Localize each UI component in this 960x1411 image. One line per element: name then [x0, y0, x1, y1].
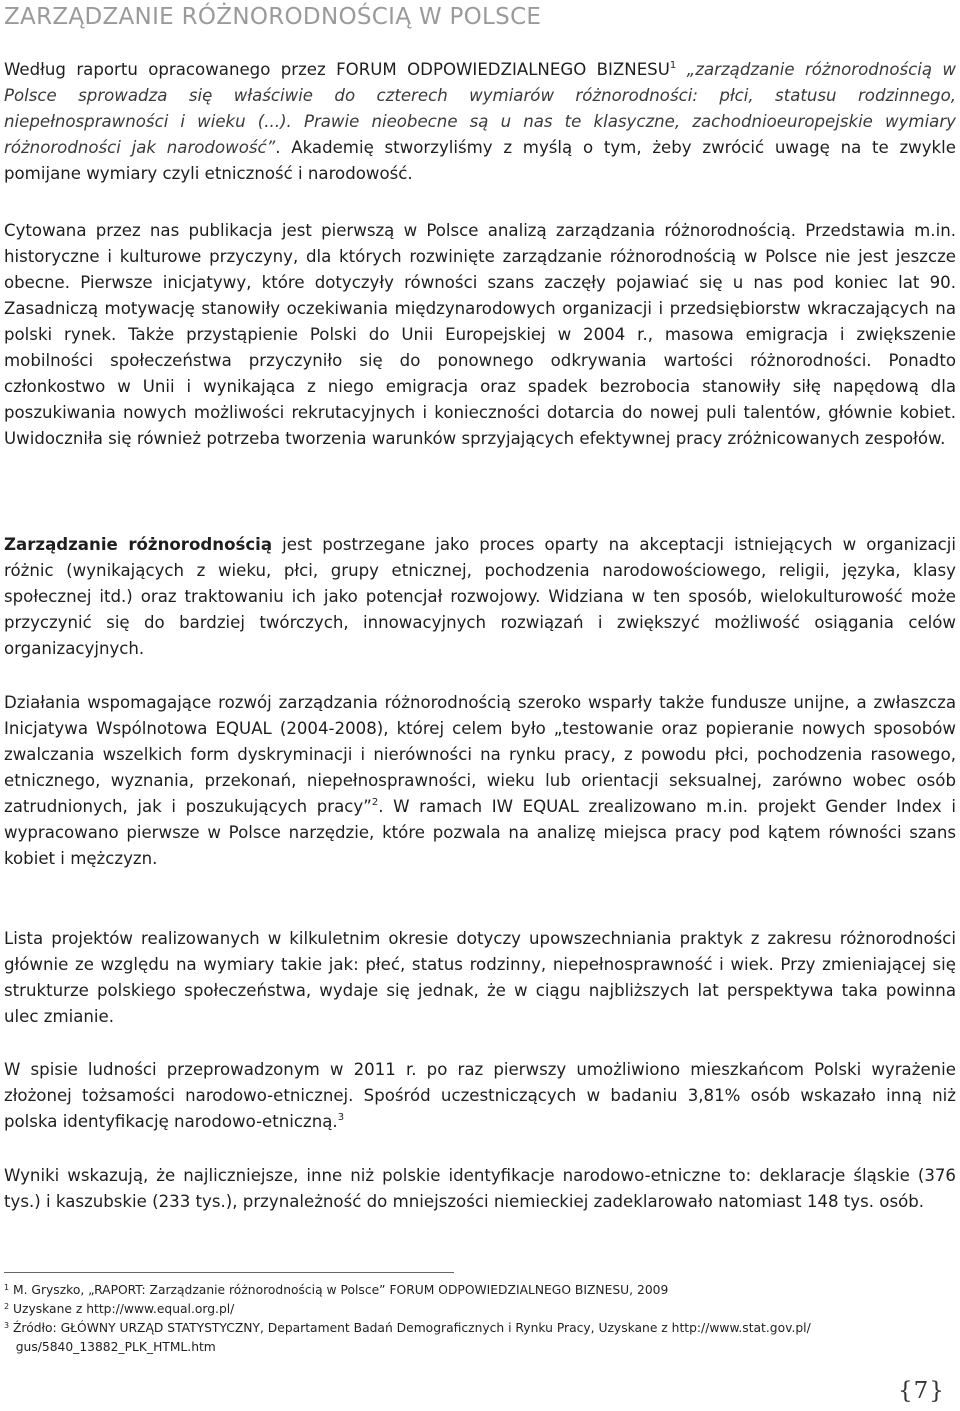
- footnote: [4, 1300, 954, 1319]
- footnote: [4, 1281, 954, 1300]
- definition-text: jest postrzegane jako proces oparty na akceptacji istniejących w organizacji różnic (wynikających z wieku, płci, grupy etnicznej, pochodzenia narodowościowego, religii, języka, klasy społecznej itd.) oraz traktowaniu ich jako potencjał rozwojowy. Widziana w ten sposób, wielokulturowość może przyczynić się do bardziej twórczych, innowacyjnych rozwiązań i zwiększyć możliwość osiągania celów organizacyjnych.: [4, 535, 956, 658]
- census-text: W spisie ludności przeprowadzonym w 2011 r. po raz pierwszy umożliwiono mieszkańcom Polski wyrażenie złożonej tożsamości narodowo-etnicznej. Spośród uczestniczących w badaniu 3,81% osób wskazało inną niż polska identyfikację narodowo-etniczną.: [4, 1060, 956, 1131]
- paragraph-census: [4, 1057, 956, 1135]
- intro-text: Według raportu opracowanego przez FORUM ODPOWIEDZIALNEGO BIZNESU: [4, 60, 670, 79]
- paragraph-projects: Lista projektów realizowanych w kilkuletnim okresie dotyczy upowszechniania praktyk z zakresu różnorodności głównie ze względu na wymiary takie jak: płeć, status rodzinny, niepełnosprawność i wiek. Przy zmieniającej się strukturze polskiego społeczeństwa, wydaje się jednak, że w ciągu najbliższych lat perspektywa taka powinna ulec zmianie.: [4, 929, 956, 1026]
- equal-text-end: . W ramach IW EQUAL zrealizowano m.in. projekt Gender Index i wypracowano pierwsze w Polsce narzędzie, które pozwala na analizę miejsca pracy pod kątem równości szans kobiet i mężczyzn.: [4, 797, 956, 868]
- footnote-number: 2: [4, 1302, 10, 1311]
- equal-text: Działania wspomagające rozwój zarządzania różnorodnością szeroko wsparły także fundusze unijne, a zwłaszcza Inicjatywa Wspólnotowa EQUAL (2004-2008), której celem było „testowanie oraz popieranie nowych sposobów zwalczania wszelkich form dyskryminacji i nierówności na rynku pracy, z powodu płci, pochodzenia rasowego, etnicznego, wyznania, przekonań, niepełnosprawności, wieku lub orientacji seksualnej, zarówno wobec osób zatrudnionych, jak i poszukujących pracy”: [4, 693, 956, 816]
- definition-term: Zarządzanie różnorodnością: [4, 535, 273, 554]
- footnote-link[interactable]: Źródło: GŁÓWNY URZĄD STATYSTYCZNY, Departament Badań Demograficznych i Rynku Pracy, Uzyskane z http://www.stat.gov.pl/: [9, 1321, 811, 1335]
- page-number: {7}: [898, 1378, 945, 1404]
- footnote-number: 1: [4, 1283, 10, 1292]
- footnote-number: 3: [4, 1321, 10, 1330]
- paragraph-equal: [4, 690, 956, 872]
- paragraph-intro: [4, 57, 956, 187]
- footnote-link[interactable]: Uzyskane z http://www.equal.org.pl/: [9, 1302, 235, 1316]
- page-title: ZARZĄDZANIE RÓŻNORODNOŚCIĄ W POLSCE: [4, 4, 542, 30]
- footnote-link-cont[interactable]: gus/5840_13882_PLK_HTML.htm: [4, 1340, 216, 1354]
- footnote-continuation: [4, 1338, 954, 1357]
- paragraph-definition: [4, 532, 956, 662]
- paragraph-results: Wyniki wskazują, że najliczniejsze, inne niż polskie identyfikacje narodowo-etniczne to: deklaracje śląskie (376 tys.) i kaszubskie (233 tys.), przynależność do mniejszości niemieckiej zadeklarowało natomiast 148 tys. osób.: [4, 1166, 956, 1211]
- footnote-text: M. Gryszko, „RAPORT: Zarządzanie różnorodnością w Polsce” FORUM ODPOWIEDZIALNEGO BIZNESU, 2009: [9, 1283, 669, 1297]
- intro-quote: „zarządzanie różnorodnością w Polsce sprowadza się właściwie do czterech wymiarów różnorodności: płci, statusu rodzinnego, niepełnosprawności i wieku (...). Prawie nieobecne są u nas te klasyczne, zachodnioeuropejskie wymiary różnorodności jak narodowość”: [4, 60, 956, 157]
- footnote-ref-1: 1: [669, 60, 677, 71]
- footnotes: [4, 1281, 954, 1357]
- footnote-ref-3: 3: [337, 1112, 345, 1123]
- paragraph-publication: Cytowana przez nas publikacja jest pierwszą w Polsce analizą zarządzania różnorodnością. Przedstawia m.in. historyczne i kulturowe przyczyny, dla których rozwinięte zarządzanie różnorodnością w Polsce nie jest jeszcze obecne. Pierwsze inicjatywy, które dotyczyły równości szans zaczęły pojawiać się u nas pod koniec lat 90. Zasadniczą motywację stanowiły oczekiwania międzynarodowych organizacji i przedsiębiorstw wkraczających na polski rynek. Także przystąpienie Polski do Unii Europejskiej w 2004 r., masowa emigracja i zwiększenie mobilności społeczeństwa przyczyniło się do ponownego odkrywania wartości różnorodności. Ponadto członkostwo w Unii i wynikająca z niego emigracja oraz spadek bezrobocia stanowiły siłę napędową dla poszukiwania nowych możliwości rekrutacyjnych i konieczności dotarcia do nowej puli talentów, głównie kobiet. Uwidoczniła się również potrzeba tworzenia warunków sprzyjających efektywnej pracy zróżnicowanych zespołów.: [4, 221, 956, 448]
- intro-text-end: . Akademię stworzyliśmy z myślą o tym, żeby zwrócić uwagę na te zwykle pomijane wymiary czyli etniczność i narodowość.: [4, 138, 956, 183]
- footnote-ref-2: 2: [371, 797, 379, 808]
- footnote-divider: [4, 1272, 454, 1273]
- footnote: [4, 1319, 954, 1338]
